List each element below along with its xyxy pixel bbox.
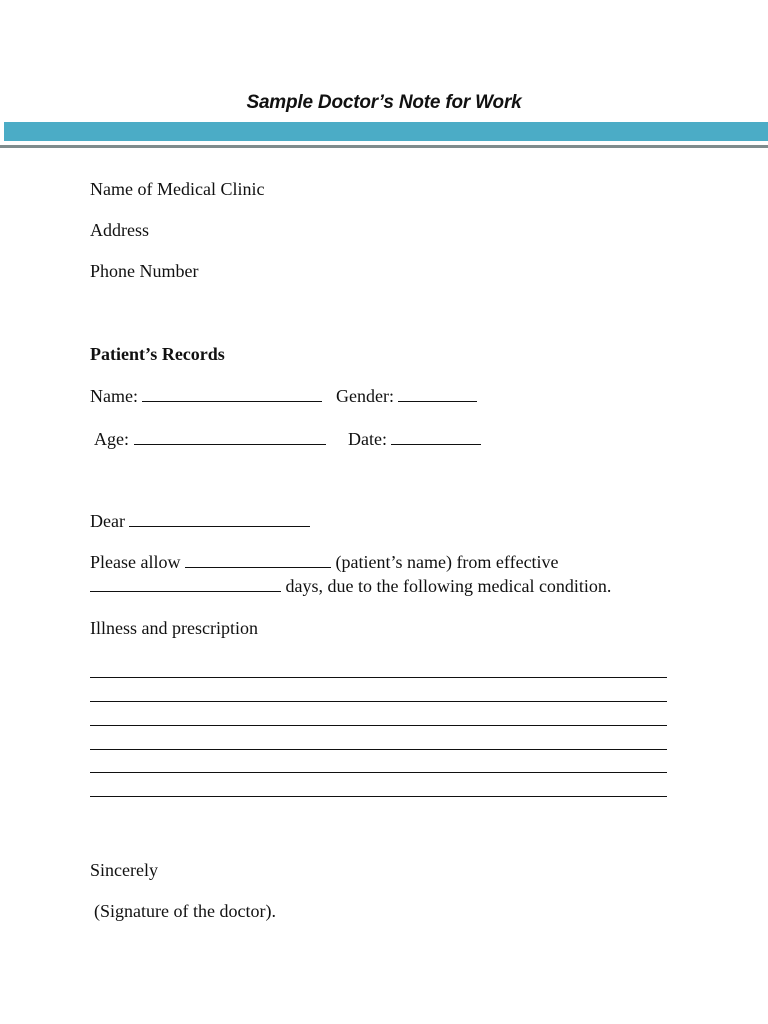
days-text: days, due to the following medical condition.: [285, 576, 612, 596]
days-line: [90, 575, 611, 597]
age-blank[interactable]: [134, 428, 326, 445]
gender-blank[interactable]: [398, 385, 477, 402]
records-row-age-date: [94, 428, 481, 450]
salutation-blank[interactable]: [129, 510, 310, 527]
salutation-line: [90, 510, 310, 532]
header-band: [4, 122, 768, 141]
records-row-name-gender: [90, 385, 477, 407]
days-blank[interactable]: [90, 575, 281, 592]
illness-rule-4[interactable]: [90, 749, 667, 750]
date-blank[interactable]: [391, 428, 481, 445]
gender-label: Gender:: [335, 386, 394, 406]
illness-rule-3[interactable]: [90, 725, 667, 726]
clinic-phone: Phone Number: [90, 261, 199, 281]
allow-suffix: (patient’s name) from effective: [335, 552, 559, 572]
salutation-label: Dear: [90, 511, 125, 531]
clinic-address: Address: [90, 220, 149, 240]
illness-rule-2[interactable]: [90, 701, 667, 702]
illness-rule-1[interactable]: [90, 677, 667, 678]
records-heading: Patient’s Records: [90, 344, 225, 364]
clinic-name: Name of Medical Clinic: [90, 179, 265, 199]
illness-rule-6[interactable]: [90, 796, 667, 797]
document-title: Sample Doctor’s Note for Work: [246, 92, 522, 113]
name-label: Name:: [90, 386, 138, 406]
allow-prefix: Please allow: [90, 552, 181, 572]
allow-line: [90, 551, 559, 573]
illness-label: Illness and prescription: [90, 618, 258, 638]
age-label: Age:: [94, 429, 129, 449]
signature-line: (Signature of the doctor).: [94, 901, 276, 921]
date-label: Date:: [348, 429, 387, 449]
header-divider: [0, 145, 768, 148]
illness-rule-5[interactable]: [90, 772, 667, 773]
patient-name-blank[interactable]: [185, 551, 331, 568]
closing: Sincerely: [90, 860, 158, 880]
name-blank[interactable]: [142, 385, 322, 402]
